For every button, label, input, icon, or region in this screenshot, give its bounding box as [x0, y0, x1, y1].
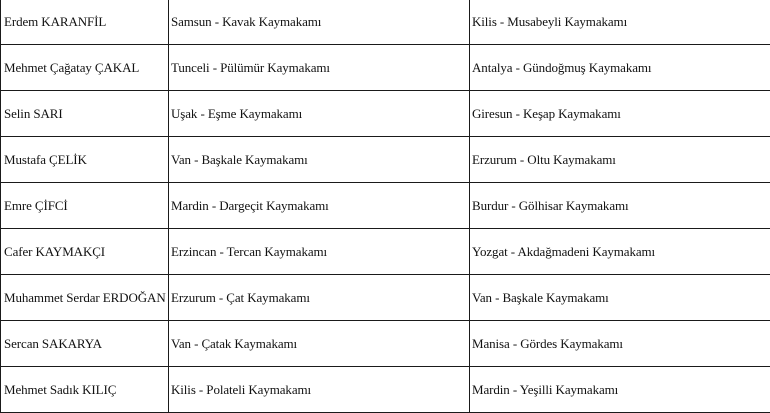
previous-post: Van - Çatak Kaymakamı: [169, 321, 470, 367]
table-row: [1, 91, 770, 137]
table-row: [1, 229, 770, 275]
person-name: Mustafa ÇELİK: [1, 137, 169, 183]
person-name: Sercan SAKARYA: [1, 321, 169, 367]
appointments-table-body: [1, 0, 770, 413]
previous-post: Kilis - Polateli Kaymakamı: [169, 367, 470, 413]
table-row: [1, 0, 770, 45]
new-post: Manisa - Gördes Kaymakamı: [470, 321, 770, 367]
table-row: [1, 45, 770, 91]
new-post: Mardin - Yeşilli Kaymakamı: [470, 367, 770, 413]
table-row: [1, 183, 770, 229]
table-row: [1, 367, 770, 413]
previous-post: Uşak - Eşme Kaymakamı: [169, 91, 470, 137]
new-post: Yozgat - Akdağmadeni Kaymakamı: [470, 229, 770, 275]
previous-post: Erzurum - Çat Kaymakamı: [169, 275, 470, 321]
table-row: [1, 275, 770, 321]
person-name: Emre ÇİFCİ: [1, 183, 169, 229]
table-row: [1, 137, 770, 183]
new-post: Giresun - Keşap Kaymakamı: [470, 91, 770, 137]
previous-post: Mardin - Dargeçit Kaymakamı: [169, 183, 470, 229]
previous-post: Samsun - Kavak Kaymakamı: [169, 0, 470, 45]
previous-post: Erzincan - Tercan Kaymakamı: [169, 229, 470, 275]
person-name: Muhammet Serdar ERDOĞAN: [1, 275, 169, 321]
person-name: Erdem KARANFİL: [1, 0, 169, 45]
table-row: [1, 321, 770, 367]
new-post: Erzurum - Oltu Kaymakamı: [470, 137, 770, 183]
new-post: Burdur - Gölhisar Kaymakamı: [470, 183, 770, 229]
new-post: Van - Başkale Kaymakamı: [470, 275, 770, 321]
person-name: Selin SARI: [1, 91, 169, 137]
person-name: Cafer KAYMAKÇI: [1, 229, 169, 275]
person-name: Mehmet Çağatay ÇAKAL: [1, 45, 169, 91]
previous-post: Van - Başkale Kaymakamı: [169, 137, 470, 183]
previous-post: Tunceli - Pülümür Kaymakamı: [169, 45, 470, 91]
new-post: Kilis - Musabeyli Kaymakamı: [470, 0, 770, 45]
person-name: Mehmet Sadık KILIÇ: [1, 367, 169, 413]
new-post: Antalya - Gündoğmuş Kaymakamı: [470, 45, 770, 91]
